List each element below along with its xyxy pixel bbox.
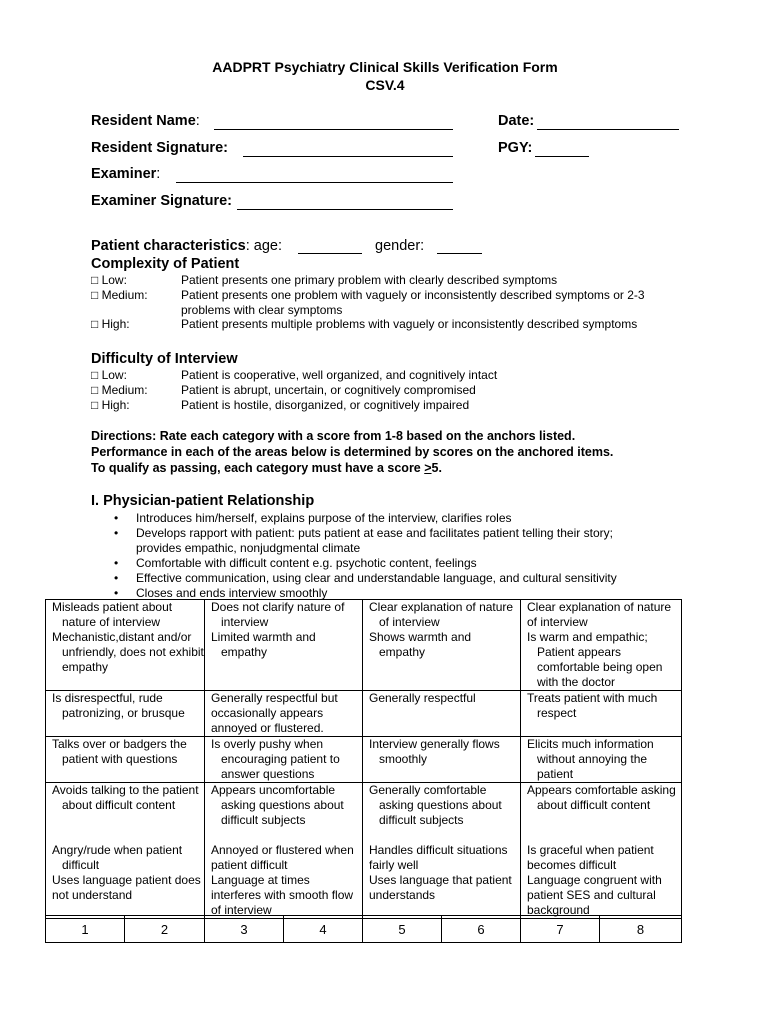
resident-name-line[interactable] [214, 129, 453, 130]
anchor-cell: Clear explanation of nature of interview [369, 600, 514, 629]
difficulty-high-text: Patient is hostile, disorganized, or cognitively impaired [181, 398, 470, 412]
difficulty-low-text: Patient is cooperative, well organized, and cognitively intact [181, 368, 498, 382]
score-2[interactable]: 2 [125, 916, 205, 943]
resident-signature-label: Resident Signature: [91, 140, 228, 156]
examiner-line[interactable] [176, 182, 453, 183]
examiner-label: Examiner: [91, 166, 161, 182]
bullet-item: • Closes and ends interview smoothly [114, 586, 659, 601]
anchor-cell: Interview generally flows smoothly [369, 737, 500, 766]
anchor-cell: Generally respectful [369, 691, 476, 705]
anchor-cell: Appears uncomfortable asking questions about difficult subjects [211, 783, 344, 827]
table-row [46, 630, 682, 691]
anchor-cell: Generally respectful but occasionally appears annoyed or flustered. [211, 691, 338, 735]
anchor-cell: Misleads patient about nature of interview [52, 600, 173, 629]
anchor-cell: Is graceful when patient becomes difficult [527, 843, 654, 872]
difficulty-high-label[interactable]: □ High: [91, 398, 130, 412]
anchor-cell: Appears comfortable asking about difficult content [527, 783, 676, 812]
table-row [46, 843, 682, 873]
anchor-cell: Mechanistic,distant and/or unfriendly, does not exhibit empathy [52, 630, 204, 674]
anchor-table [45, 599, 682, 919]
resident-name-label: Resident Name: [91, 113, 200, 129]
anchor-cell: Treats patient with much respect [527, 691, 658, 720]
score-8[interactable]: 8 [600, 916, 682, 943]
anchor-cell: Annoyed or flustered when patient difficult [211, 843, 354, 872]
directions [91, 428, 731, 476]
complexity-high-text: Patient presents multiple problems with vaguely or inconsistently described symptoms [181, 317, 638, 331]
table-row [46, 873, 682, 919]
complexity-medium-label[interactable]: □ Medium: [91, 288, 148, 302]
bullet-item: • Comfortable with difficult content e.g. psychotic content, feelings [114, 556, 659, 571]
anchor-cell: Uses language that patient understands [369, 873, 512, 902]
anchor-cell: Uses language patient does not understand [52, 873, 201, 902]
score-6[interactable]: 6 [442, 916, 521, 943]
difficulty-heading: Difficulty of Interview [91, 351, 238, 367]
score-7[interactable]: 7 [521, 916, 600, 943]
date-line[interactable] [537, 129, 679, 130]
form-code: CSV.4 [365, 77, 405, 93]
anchor-cell: Angry/rude when patient difficult [52, 843, 183, 872]
gender-line[interactable] [437, 253, 482, 254]
bullet-item: • Develops rapport with patient: puts patient at ease and facilitates patient telling their story; provides empathic, nonjudgmental climate [114, 526, 659, 556]
difficulty-medium-label[interactable]: □ Medium: [91, 383, 148, 397]
score-1[interactable]: 1 [46, 916, 125, 943]
table-row [46, 783, 682, 844]
section-heading: I. Physician-patient Relationship [91, 493, 315, 509]
examiner-signature-label: Examiner Signature: [91, 193, 233, 209]
table-row [46, 737, 682, 783]
anchor-cell: Generally comfortable asking questions about difficult subjects [369, 783, 502, 827]
anchor-cell: Handles difficult situations fairly well [369, 843, 508, 872]
score-4[interactable]: 4 [284, 916, 363, 943]
anchor-cell: Is overly pushy when encouraging patient to answer questions [211, 737, 340, 781]
bullet-item: • Introduces him/herself, explains purpose of the interview, clarifies roles [114, 511, 659, 526]
difficulty-medium-text: Patient is abrupt, uncertain, or cognitively compromised [181, 383, 476, 397]
score-scale [45, 915, 682, 943]
anchor-cell: Elicits much information without annoying the patient [527, 737, 654, 781]
complexity-high-label[interactable]: □ High: [91, 317, 130, 331]
bullet-item: • Effective communication, using clear and understandable language, and cultural sensitivity [114, 571, 659, 586]
difficulty-low-label[interactable]: □ Low: [91, 368, 127, 382]
directions-line-2: Performance in each of the areas below is determined by scores on the anchored items. [91, 445, 614, 459]
table-row [46, 691, 682, 737]
anchor-cell: Language at times interferes with smooth flow of interview [211, 873, 354, 917]
anchor-cell: Talks over or badgers the patient with questions [52, 737, 187, 766]
directions-line-3: To qualify as passing, each category must have a score >5. [91, 461, 442, 475]
resident-signature-line[interactable] [243, 156, 453, 157]
anchor-cell: Avoids talking to the patient about difficult content [52, 783, 199, 812]
age-line[interactable] [298, 253, 362, 254]
complexity-low-text: Patient presents one primary problem with clearly described symptoms [181, 273, 558, 287]
gender-label: gender: [375, 238, 425, 254]
anchor-cell: Is warm and empathic; Patient appears comfortable being open with the doctor [527, 630, 663, 689]
complexity-heading: Complexity of Patient [91, 256, 240, 272]
anchor-cell: Is disrespectful, rude patronizing, or brusque [52, 691, 185, 720]
form-title: AADPRT Psychiatry Clinical Skills Verification Form [212, 59, 558, 75]
complexity-low-label[interactable]: □ Low: [91, 273, 127, 287]
anchor-cell: Shows warmth and empathy [369, 630, 472, 659]
complexity-medium-text: Patient presents one problem with vaguely or inconsistently described symptoms or 2-3 problems with clear symptoms [181, 288, 645, 317]
patient-characteristics: Patient characteristics: age: [91, 238, 283, 254]
score-3[interactable]: 3 [205, 916, 284, 943]
anchor-cell: Does not clarify nature of interview [211, 600, 345, 629]
pgy-label: PGY: [498, 140, 533, 156]
section-bullets [114, 511, 659, 601]
pgy-line[interactable] [535, 156, 589, 157]
anchor-cell: Language congruent with patient SES and cultural background [527, 873, 662, 917]
directions-line-1: Directions: Rate each category with a score from 1-8 based on the anchors listed. [91, 429, 576, 443]
anchor-cell: Clear explanation of nature of interview [527, 600, 672, 629]
score-5[interactable]: 5 [363, 916, 442, 943]
anchor-cell: Limited warmth and empathy [211, 630, 316, 659]
examiner-signature-line[interactable] [237, 209, 453, 210]
date-label: Date: [498, 113, 535, 129]
table-row [46, 600, 682, 631]
table-row [46, 916, 682, 943]
